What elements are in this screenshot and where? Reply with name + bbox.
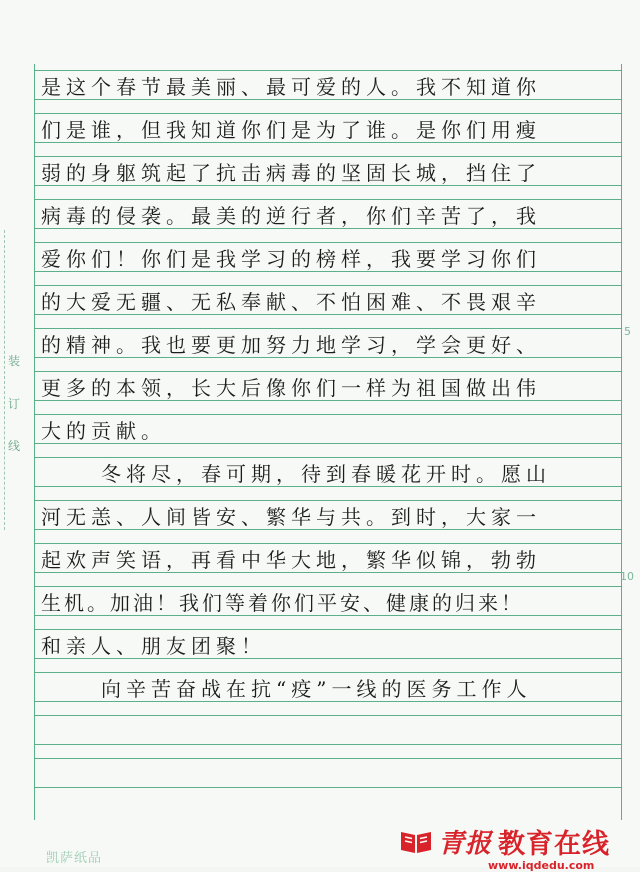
essay-line: 的精神。我也要更加努力地学习，学会更好、	[41, 332, 541, 357]
essay-line: 爱你们！你们是我学习的榜样，我要学习你们	[41, 246, 541, 271]
paper-brand: 凯萨纸品	[46, 851, 103, 866]
essay-line: 生机。加油！我们等着你们平安、健康的归来！	[41, 590, 524, 615]
logo-name: 青报	[438, 828, 493, 859]
essay-line: 河无恙、人间皆安、繁华与共。到时，大家一	[41, 504, 541, 529]
essay-line: 向辛苦奋战在抗“疫”一线的医务工作人	[101, 676, 532, 701]
binding-char-1: 装	[8, 354, 21, 368]
essay-line: 更多的本领，长大后像你们一样为祖国做出伟	[41, 375, 541, 400]
binding-char-3: 线	[8, 439, 21, 453]
grid-row	[35, 758, 621, 788]
footer	[0, 817, 640, 872]
site-url[interactable]: www.iqdedu.com	[488, 859, 595, 872]
essay-line: 弱的身躯筑起了抗击病毒的坚固长城，挡住了	[41, 160, 541, 185]
essay-line: 冬将尽，春可期，待到春暖花开时。愿山	[101, 461, 551, 486]
essay-line: 和亲人、朋友团聚！	[41, 633, 266, 658]
grid-row	[35, 715, 621, 745]
essay-line: 是这个春节最美丽、最可爱的人。我不知道你	[41, 74, 541, 99]
line-marker-5: 5	[624, 325, 631, 338]
essay-line: 起欢声笑语，再看中华大地，繁华似锦，勃勃	[41, 547, 541, 572]
line-marker-10: 10	[620, 570, 634, 583]
essay-line: 的大爱无疆、无私奉献、不怕困难、不畏艰辛	[41, 289, 541, 314]
essay-line: 大的贡献。	[41, 418, 166, 443]
binding-char-2: 订	[8, 397, 21, 411]
logo-site-name: 教育在线	[498, 828, 611, 860]
site-logo[interactable]	[398, 821, 610, 861]
essay-line: 病毒的侵袭。最美的逆行者，你们辛苦了，我	[41, 203, 541, 228]
essay-line: 们是谁，但我知道你们是为了谁。是你们用瘦	[41, 117, 541, 142]
binding-margin	[4, 230, 25, 530]
writing-grid	[34, 64, 622, 820]
book-icon	[398, 826, 434, 856]
